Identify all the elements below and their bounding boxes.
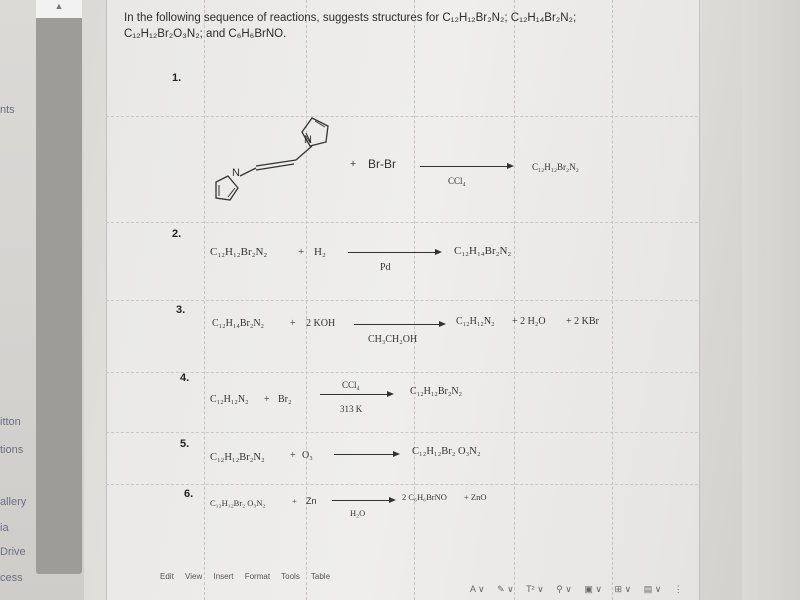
reaction-condition: 313 K [340,404,363,414]
question-line-1: In the following sequence of reactions, suggests structures for C₁₂H₁₂Br₂N₂; C₁₂H₁₄Br₂N₂; [124,12,577,24]
table-gridline [106,116,698,117]
reaction-number: 6. [184,488,194,500]
text-color-icon[interactable]: A ∨ [470,584,485,594]
reactant: C₁₂H₁₂Br₂ O₃N₂ [210,498,266,508]
product: C₁₂H₁₂Br₂N₂ [410,386,463,397]
sidebar-item-drive[interactable]: Drive [0,546,26,558]
plus-sign: + [350,158,357,170]
reactant: C₁₂H₁₄Br₂N₂ [212,318,265,329]
question-text [124,10,644,42]
editor-menu-bar [160,572,339,581]
reaction-arrow [332,500,394,501]
product: C₁₂H₁₂Br₂N₂ [532,162,579,172]
highlight-icon[interactable]: ✎ ∨ [497,584,514,594]
reactant: C₁₂H₁₂N₂ [210,394,249,405]
menu-format[interactable]: Format [244,572,271,581]
more-options-icon[interactable]: ⋮ [673,584,683,594]
scroll-up-arrow-icon[interactable]: ▲ [54,1,64,11]
product: 2 C₆H₆BrNO [402,492,447,502]
reaction-number: 5. [180,438,190,450]
reaction-condition: Pd [380,262,391,273]
menu-insert[interactable]: Insert [213,572,234,581]
reaction-arrow [320,394,392,395]
reaction-number: 4. [180,372,190,384]
reactant-structure-dipyrrolyl-butyne [200,100,350,210]
product: C₁₂H₁₄Br₂N₂ [454,245,512,257]
sidebar-item-media[interactable]: ia [0,522,9,534]
reaction-arrow [354,324,444,325]
menu-tools[interactable]: Tools [281,572,300,581]
menu-table[interactable]: Table [310,572,331,581]
reagent: H₂ [314,246,326,258]
sidebar-item-access[interactable]: cess [0,572,23,584]
reagent: Br₂ [278,394,292,405]
table-gridline [106,484,698,485]
table-gridline [106,222,698,223]
sidebar-item-submission[interactable]: itton [0,416,21,428]
reagent: Br-Br [368,157,396,171]
reagent: Zn [306,496,317,506]
reaction-condition: H₂O [350,508,366,518]
menu-edit[interactable]: Edit [160,572,174,581]
plus-sign: + [290,450,296,461]
reaction-condition: CCl₄ [448,176,466,186]
right-margin [742,0,800,600]
link-icon[interactable]: ⚲ ∨ [556,584,572,594]
reaction-condition: CH₃CH₂OH [368,334,418,345]
sidebar-scrollbar[interactable] [36,10,82,574]
reaction-number: 2. [172,228,182,240]
document-icon[interactable]: ▤ ∨ [643,584,662,594]
reaction-condition: CCl₄ [342,380,360,390]
product: C₁₂H₁₂N₂ [456,316,495,327]
sidebar-item-gallery[interactable]: allery [0,496,27,508]
editor-toolbar [470,584,693,595]
product: C₁₂H₁₂Br₂ O₃N₂ [412,446,481,457]
reaction-number: 3. [176,304,186,316]
question-line-2: C₁₂H₁₂Br₂O₃N₂; and C₆H₆BrNO. [124,28,287,40]
embed-icon[interactable]: ⊞ ∨ [614,584,632,594]
plus-sign: + [298,246,305,258]
superscript-icon[interactable]: T² ∨ [526,584,544,594]
product: + ZnO [464,492,487,502]
reaction-arrow [334,454,398,455]
plus-sign: + [290,318,296,329]
reagent: 2 KOH [306,318,336,329]
reactant: C₁₂H₁₂Br₂N₂ [210,452,265,463]
reaction-arrow [420,166,512,167]
table-gridline [106,432,698,433]
menu-view[interactable]: View [185,572,203,581]
table-gridline [106,300,698,301]
product: + 2 H₂O [512,316,546,327]
plus-sign: + [264,394,270,405]
reaction-arrow [348,252,440,253]
atom-label: N [232,167,240,179]
sidebar-item-questions[interactable]: tions [0,444,24,456]
plus-sign: + [292,496,297,506]
table-gridline [106,372,698,373]
reagent: O₃ [302,450,313,461]
product: + 2 KBr [566,316,599,327]
reaction-number: 1. [172,72,182,84]
atom-label: N [304,134,312,146]
reactant: C₁₂H₁₂Br₂N₂ [210,246,268,258]
image-icon[interactable]: ▣ ∨ [584,584,603,594]
sidebar-item-contents[interactable]: nts [0,104,15,116]
